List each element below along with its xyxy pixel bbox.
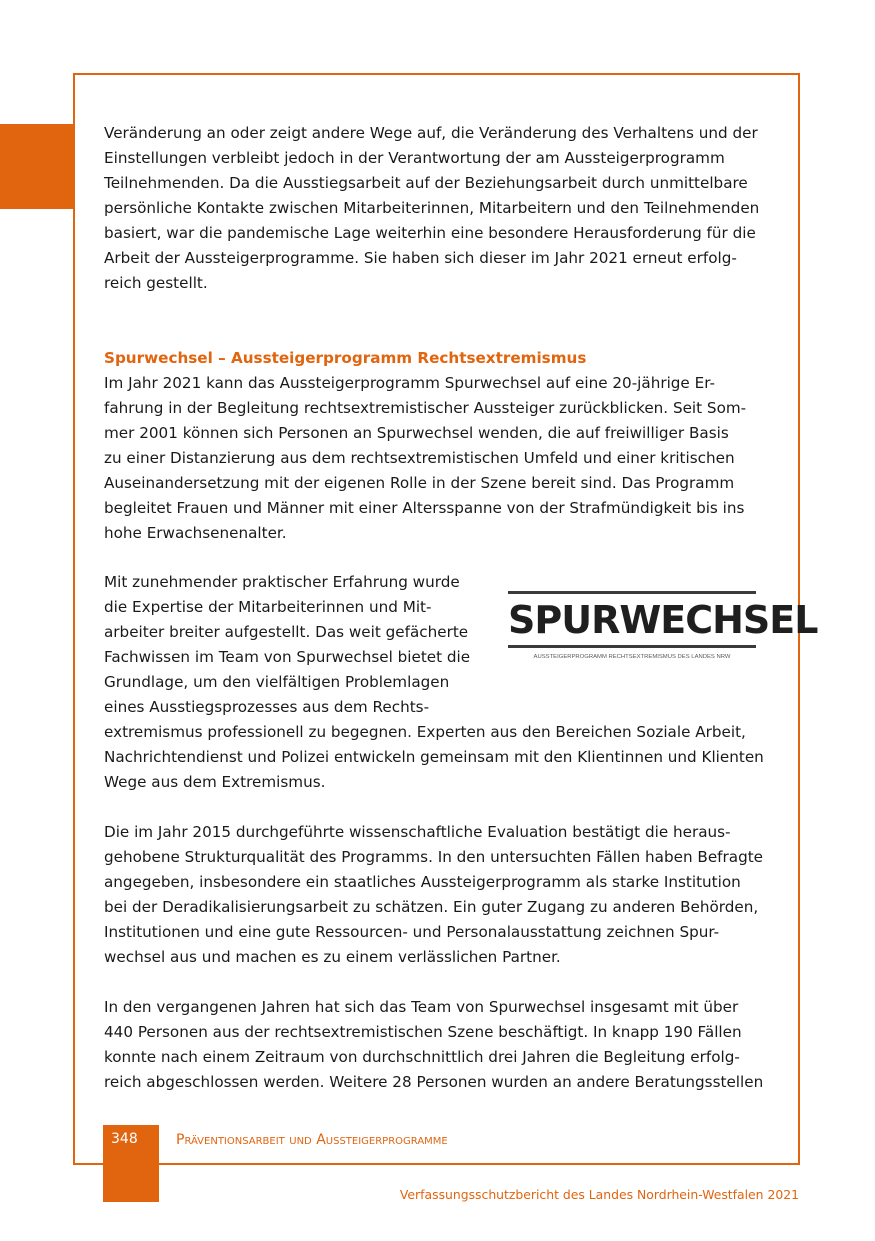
text-line: begleitet Frauen und Männer mit einer Altersspanne von der Strafmündigkeit bis ins <box>104 498 745 517</box>
side-tab-marker <box>0 124 74 209</box>
text-line: zu einer Distanzierung aus dem rechtsextremistischen Umfeld und einer kritischen <box>104 448 735 467</box>
text-line: Wege aus dem Extremismus. <box>104 772 326 791</box>
text-line: persönliche Kontakte zwischen Mitarbeiterinnen, Mitarbeitern und den Teilnehmenden <box>104 198 760 217</box>
text-line: angegeben, insbesondere ein staatliches Aussteigerprogramm als starke Institution <box>104 872 741 891</box>
paragraph-intro <box>104 121 759 296</box>
paragraph-evaluation <box>104 820 763 970</box>
text-line: reich gestellt. <box>104 273 208 292</box>
running-section-title: Präventionsarbeit und Aussteigerprogramme <box>176 1132 448 1148</box>
paragraph-statistics <box>104 995 763 1095</box>
text-line: konnte nach einem Zeitraum von durchschnittlich drei Jahren die Begleitung erfolg- <box>104 1047 740 1066</box>
text-line: Die im Jahr 2015 durchgeführte wissenschaftliche Evaluation bestätigt die heraus- <box>104 823 731 841</box>
text-line: Nachrichtendienst und Polizei entwickeln gemeinsam mit den Klientinnen und Klienten <box>104 747 764 766</box>
text-line: In den vergangenen Jahren hat sich das Team von Spurwechsel insgesamt mit über <box>104 998 739 1016</box>
text-line: Im Jahr 2021 kann das Aussteigerprogramm Spurwechsel auf eine 20-jährige Er- <box>104 374 715 392</box>
text-line: Fachwissen im Team von Spurwechsel bietet die <box>104 647 471 666</box>
text-line: eines Ausstiegsprozesses aus dem Rechts- <box>104 697 430 716</box>
text-line: Mit zunehmender praktischer Erfahrung wurde <box>104 573 460 591</box>
text-line: wechsel aus und machen es zu einem verlässlichen Partner. <box>104 947 561 966</box>
page-number: 348 <box>111 1131 138 1147</box>
text-line: bei der Deradikalisierungsarbeit zu schätzen. Ein guter Zugang zu anderen Behörden, <box>104 897 759 916</box>
text-line: Grundlage, um den vielfältigen Problemlagen <box>104 672 450 691</box>
text-line: die Expertise der Mitarbeiterinnen und Mit- <box>104 597 432 616</box>
text-line: Institutionen und eine gute Ressourcen- und Personalausstattung zeichnen Spur- <box>104 922 720 941</box>
text-line: 440 Personen aus der rechtsextremistischen Szene beschäftigt. In knapp 190 Fällen <box>104 1022 742 1041</box>
text-line: fahrung in der Begleitung rechtsextremistischer Aussteiger zurückblicken. Seit Som- <box>104 398 747 417</box>
text-line: gehobene Strukturqualität des Programms. In den untersuchten Fällen haben Befragte <box>104 847 764 866</box>
logo-bottom-bar <box>508 645 756 648</box>
report-title-footer: Verfassungsschutzbericht des Landes Nordrhein-Westfalen 2021 <box>399 1187 799 1202</box>
section-heading: Spurwechsel – Aussteigerprogramm Rechtsextremismus <box>104 349 587 367</box>
text-line: reich abgeschlossen werden. Weitere 28 Personen wurden an andere Beratungsstellen <box>104 1072 764 1091</box>
text-line: Einstellungen verbleibt jedoch in der Verantwortung der am Aussteigerprogramm <box>104 148 725 167</box>
text-line: Auseinandersetzung mit der eigenen Rolle in der Szene bereit sind. Das Programm <box>104 473 735 492</box>
logo-wordmark: SPURWECHSEL <box>508 598 818 642</box>
text-line: hohe Erwachsenenalter. <box>104 523 287 542</box>
text-line: mer 2001 können sich Personen an Spurwechsel wenden, die auf freiwilliger Basis <box>104 423 729 442</box>
text-line: arbeiter breiter aufgestellt. Das weit gefächerte <box>104 622 469 641</box>
paragraph-history <box>104 371 746 546</box>
text-line: Teilnehmenden. Da die Ausstiegsarbeit auf der Beziehungsarbeit durch unmittelbare <box>104 173 748 192</box>
text-line: Veränderung an oder zeigt andere Wege auf, die Veränderung des Verhaltens und der <box>104 124 758 142</box>
text-line: Arbeit der Aussteigerprogramme. Sie haben sich dieser im Jahr 2021 erneut erfolg- <box>104 248 737 267</box>
text-line: extremismus professionell zu begegnen. Experten aus den Bereichen Soziale Arbeit, <box>104 722 746 741</box>
logo-subtitle: AUSSTEIGERPROGRAMM RECHTSEXTREMISMUS DES LANDES NRW <box>533 654 731 660</box>
text-line: basiert, war die pandemische Lage weiterhin eine besondere Herausforderung für die <box>104 223 756 242</box>
logo-top-bar <box>508 591 756 594</box>
spurwechsel-logo <box>508 590 818 664</box>
